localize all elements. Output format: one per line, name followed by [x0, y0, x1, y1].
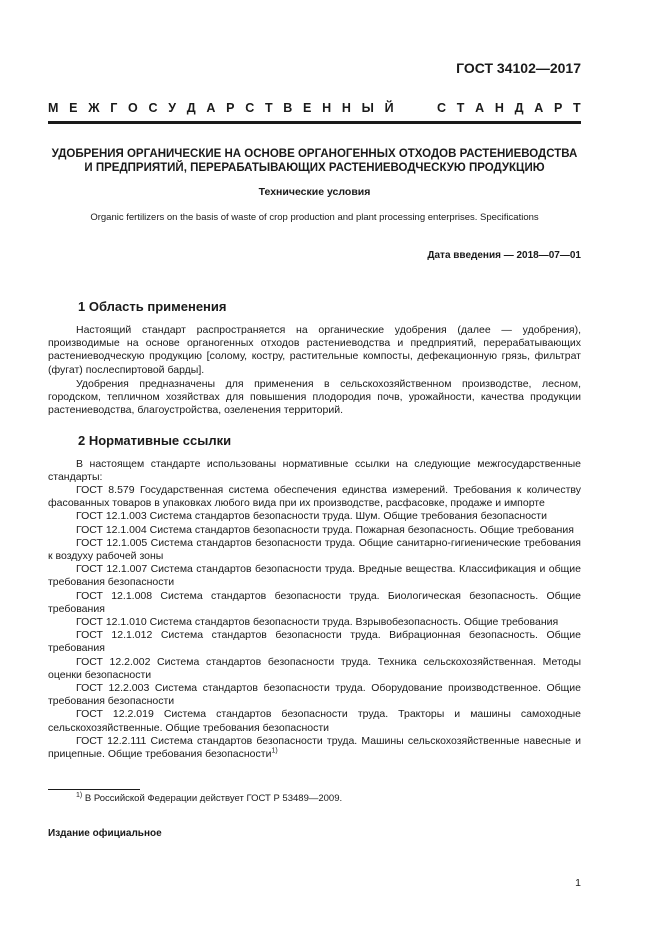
- reference-item: [48, 735, 581, 761]
- reference-text: ГОСТ 12.2.111 Система стандартов безопасности труда. Машины сельскохозяйственные навесные и прицепные. Общие требования безопасности: [48, 734, 581, 761]
- interstate-letter: Ж: [88, 101, 100, 115]
- reference-item: [48, 616, 581, 629]
- reference-item: [48, 590, 581, 616]
- document-subtitle: Технические условия: [258, 186, 371, 198]
- reference-text: ГОСТ 8.579 Государственная система обеспечения единства измерений. Требования к количеству фасованных товаров в упаковках любого вида при их производстве, расфасовке, продаже и импорте: [48, 484, 581, 510]
- interstate-letter: Д: [186, 101, 196, 115]
- reference-text: ГОСТ 12.1.010 Система стандартов безопасности труда. Взрывобезопасность. Общие требования: [76, 616, 559, 629]
- interstate-letter: А: [206, 101, 216, 115]
- interstate-letter: О: [128, 101, 138, 115]
- interstate-letter: Р: [553, 101, 563, 115]
- document-title: [48, 147, 581, 175]
- page-number: 1: [575, 877, 581, 889]
- reference-item: [48, 708, 581, 734]
- interstate-letter: А: [534, 101, 544, 115]
- interstate-letter: Н: [494, 101, 504, 115]
- title-line-2: И ПРЕДПРИЯТИЙ, ПЕРЕРАБАТЫВАЮЩИХ РАСТЕНИЕВОДЧЕСКУЮ ПРОДУКЦИЮ: [84, 162, 545, 174]
- interstate-letter: Г: [110, 101, 118, 115]
- reference-text: ГОСТ 12.1.007 Система стандартов безопасности труда. Вредные вещества. Классификация и общие требования безопасности: [48, 563, 581, 589]
- reference-item: [48, 682, 581, 708]
- reference-item: [48, 563, 581, 589]
- interstate-letter: Е: [303, 101, 312, 115]
- english-title: Organic fertilizers on the basis of waste of crop production and plant processing enterprises. Specifications: [90, 212, 539, 223]
- interstate-letter: А: [475, 101, 485, 115]
- interstate-letter: Т: [264, 101, 273, 115]
- interstate-letter: Т: [456, 101, 465, 115]
- reference-item: [48, 537, 581, 563]
- interstate-letter: С: [148, 101, 158, 115]
- interstate-letter: Т: [573, 101, 581, 115]
- reference-item: [48, 629, 581, 655]
- header-rule: [48, 121, 581, 124]
- reference-text: ГОСТ 12.2.003 Система стандартов безопасности труда. Оборудование производственное. Общие требования безопасности: [48, 682, 581, 708]
- footnote-text: В Российской Федерации действует ГОСТ Р 53489—2009.: [82, 793, 343, 804]
- interstate-standard-heading: [48, 101, 581, 115]
- interstate-word-gap: [404, 101, 426, 115]
- normative-references-list: [48, 484, 581, 761]
- interstate-letter: Д: [514, 101, 524, 115]
- interstate-letter: Н: [322, 101, 332, 115]
- reference-text: ГОСТ 12.1.003 Система стандартов безопасности труда. Шум. Общие требования безопасности: [76, 510, 547, 523]
- interstate-letter: С: [437, 101, 447, 115]
- interstate-letter: Й: [384, 101, 394, 115]
- section-1-heading: 1 Область применения: [78, 299, 227, 314]
- footnote: [76, 793, 342, 804]
- reference-text: ГОСТ 12.1.008 Система стандартов безопасности труда. Биологическая безопасность. Общие требования: [48, 589, 581, 615]
- introduction-date: Дата введения — 2018—07—01: [427, 250, 581, 261]
- interstate-letter: Ы: [361, 101, 374, 115]
- reference-item: [48, 656, 581, 682]
- reference-text: ГОСТ 12.1.004 Система стандартов безопасности труда. Пожарная безопасность. Общие требования: [76, 523, 574, 536]
- footnote-marker: 1): [76, 791, 83, 799]
- section-1-paragraph-1: Настоящий стандарт распространяется на органические удобрения (далее — удобрения), производимые на основе органогенных отходов растениеводства и предприятий, перерабатывающих растениеводческую продукцию [солому, костру, растительные компосты, дефекационную грязь, фильтрат (фугат) послеспиртовой барды].: [48, 324, 581, 376]
- reference-text: ГОСТ 12.1.005 Система стандартов безопасности труда. Общие санитарно-гигиенические требования к воздуху рабочей зоны: [48, 536, 581, 563]
- reference-item: [48, 484, 581, 510]
- reference-text: ГОСТ 12.2.019 Система стандартов безопасности труда. Тракторы и машины самоходные сельскохозяйственные. Общие требования безопасности: [48, 708, 581, 734]
- reference-item: [48, 524, 581, 537]
- interstate-letter: Е: [69, 101, 78, 115]
- title-line-1: УДОБРЕНИЯ ОРГАНИЧЕСКИЕ НА ОСНОВЕ ОРГАНОГЕННЫХ ОТХОДОВ РАСТЕНИЕВОДСТВА: [51, 148, 578, 160]
- standard-number: ГОСТ 34102—2017: [456, 60, 581, 76]
- interstate-letter: С: [245, 101, 255, 115]
- reference-text: ГОСТ 12.2.002 Система стандартов безопасности труда. Техника сельскохозяйственная. Методы оценки безопасности: [48, 655, 581, 681]
- interstate-letter: М: [48, 101, 59, 115]
- footnote-reference-marker: 1): [271, 747, 278, 755]
- reference-text: ГОСТ 12.1.012 Система стандартов безопасности труда. Вибрационная безопасность. Общие требования: [48, 629, 581, 655]
- footnote-rule: [48, 789, 140, 790]
- interstate-letter: У: [168, 101, 177, 115]
- section-2-heading: 2 Нормативные ссылки: [78, 433, 232, 448]
- reference-item: [48, 510, 581, 523]
- interstate-letter: Н: [341, 101, 351, 115]
- section-1-paragraph-2: Удобрения предназначены для применения в сельскохозяйственном производстве, лесном, городском, тепличном хозяйствах для повышения плодородия почв, урожайности, качества продукции растениеводства, благоустройства, озеленения территорий.: [48, 378, 581, 417]
- section-2-intro: В настоящем стандарте использованы нормативные ссылки на следующие межгосударственные стандарты:: [48, 458, 581, 484]
- official-edition-label: Издание официальное: [48, 828, 162, 839]
- interstate-letter: В: [283, 101, 293, 115]
- interstate-letter: Р: [226, 101, 235, 115]
